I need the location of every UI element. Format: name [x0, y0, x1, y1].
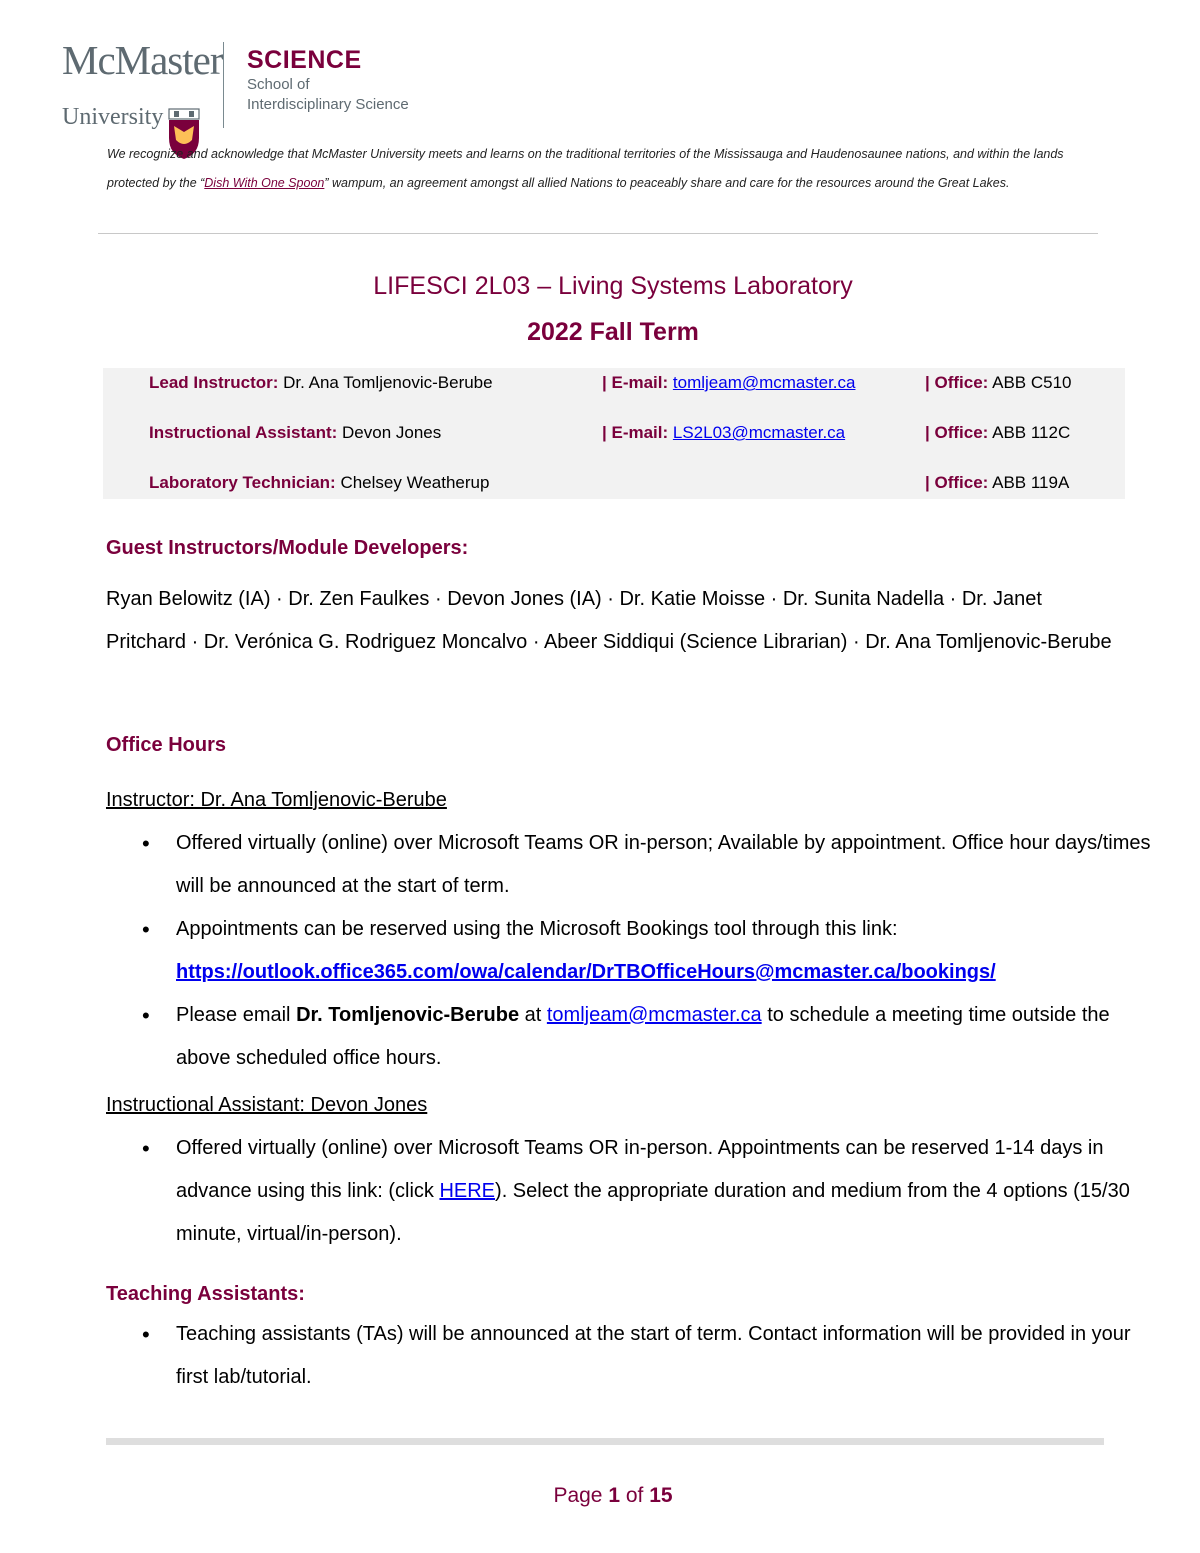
- office-value: ABB C510: [988, 373, 1072, 392]
- of-word: of: [620, 1484, 650, 1507]
- email-text-post: to schedule a meeting time outside the above scheduled office hours.: [176, 1004, 1110, 1069]
- logo-science: SCIENCE: [247, 46, 362, 74]
- page-word: Page: [553, 1484, 609, 1507]
- land-acknowledgement: [107, 140, 1107, 198]
- list-item: [176, 994, 1156, 1080]
- staff-row-lab-technician: [103, 468, 1125, 498]
- ack-text-end: ” wampum, an agreement amongst all allied Nations to peaceably share and care for the resources around the Great Lakes.: [324, 176, 1010, 190]
- page-number: [0, 1482, 1200, 1510]
- list-item: [176, 908, 1156, 994]
- mcmaster-science-logo: [62, 38, 422, 128]
- instructor-email-link[interactable]: tomljeam@mcmaster.ca: [546, 1004, 762, 1026]
- bookings-link[interactable]: https://outlook.office365.com/owa/calendar/DrTBOfficeHours@mcmaster.ca/bookings/: [176, 961, 996, 983]
- staff-name: Chelsey Weatherup: [340, 473, 490, 492]
- office-label: | Office:: [925, 373, 989, 392]
- teaching-assistants-heading: Teaching Assistants:: [106, 1283, 305, 1305]
- lead-instructor-email-link[interactable]: tomljeam@mcmaster.ca: [672, 373, 856, 392]
- staff-row-lead-instructor: [103, 368, 1125, 398]
- ia-subheading: Instructional Assistant: Devon Jones: [106, 1094, 428, 1116]
- staff-role-label: Instructional Assistant:: [149, 423, 343, 442]
- ia-text-post: ). Select the appropriate duration and medium from the 4 options (15/30 minute, virtual/in-person).: [176, 1180, 1130, 1245]
- staff-role-label: Laboratory Technician:: [149, 473, 341, 492]
- email-text-mid: at: [519, 1004, 547, 1026]
- staff-name: Devon Jones: [342, 423, 442, 442]
- page-total: 15: [649, 1484, 673, 1507]
- header-divider: [98, 233, 1098, 234]
- bookings-text: Appointments can be reserved using the Microsoft Bookings tool through this link:: [176, 918, 898, 940]
- ack-text-start: We recognize and acknowledge that McMaster University meets and learns on the traditional territories of the Mississauga and Haudenosaunee nations, and within the lands protected by the “: [107, 147, 1064, 190]
- staff-role-label: Lead Instructor:: [149, 373, 279, 392]
- email-label: | E-mail:: [602, 373, 673, 392]
- logo-university: University: [62, 104, 164, 130]
- list-item: [176, 1127, 1156, 1256]
- instructor-name-bold: Dr. Tomljenovic-Berube: [296, 1004, 520, 1026]
- logo-divider: [223, 42, 224, 128]
- logo-school-of: School of: [247, 76, 310, 93]
- guest-instructors-heading: Guest Instructors/Module Developers:: [106, 537, 469, 559]
- logo-interdisciplinary-science: Interdisciplinary Science: [247, 96, 409, 113]
- instructor-office-hours-list: [140, 822, 1156, 1080]
- staff-row-instructional-assistant: [103, 418, 1125, 448]
- course-title: LIFESCI 2L03 – Living Systems Laboratory: [373, 272, 853, 300]
- email-text-pre: Please email: [176, 1004, 297, 1026]
- email-label: | E-mail:: [602, 423, 673, 442]
- page-current: 1: [608, 1484, 621, 1507]
- logo-mcmaster: McMaster: [62, 37, 223, 83]
- office-label: | Office:: [925, 423, 989, 442]
- ia-email-link[interactable]: LS2L03@mcmaster.ca: [672, 423, 846, 442]
- ta-list: [140, 1313, 1156, 1399]
- ia-text-pre: Offered virtually (online) over Microsoft Teams OR in-person. Appointments can be reserved 1-14 days in advance using this link: (click: [176, 1137, 1104, 1202]
- office-value: ABB 119A: [988, 473, 1070, 492]
- office-label: | Office:: [925, 473, 989, 492]
- dish-with-one-spoon-link[interactable]: Dish With One Spoon: [204, 176, 325, 190]
- staff-name: Dr. Ana Tomljenovic-Berube: [278, 373, 493, 392]
- ia-office-hours-list: [140, 1127, 1156, 1256]
- here-link[interactable]: HERE: [439, 1180, 496, 1202]
- staff-contact-block: [103, 368, 1125, 499]
- office-hours-heading: Office Hours: [106, 734, 227, 756]
- footer-divider: [106, 1438, 1104, 1445]
- course-term: 2022 Fall Term: [527, 318, 699, 346]
- instructor-subheading: Instructor: Dr. Ana Tomljenovic-Berube: [106, 789, 447, 811]
- office-value: ABB 112C: [988, 423, 1071, 442]
- guest-instructors-list: Ryan Belowitz (IA) · Dr. Zen Faulkes · Devon Jones (IA) · Dr. Katie Moisse · Dr. Sunita Nadella · Dr. Janet Pritchard · Dr. Verónica G. Rodriguez Moncalvo · Abeer Siddiqui (Science Librarian) · Dr. Ana Tomljenovic-Berube: [106, 588, 1112, 653]
- list-item: • Offered virtually (online) over Microsoft Teams OR in-person; Available by appointment. Office hour days/times will be announced at the start of term.: [176, 822, 1156, 908]
- list-item: • Teaching assistants (TAs) will be announced at the start of term. Contact information will be provided in your first lab/tutorial.: [176, 1313, 1156, 1399]
